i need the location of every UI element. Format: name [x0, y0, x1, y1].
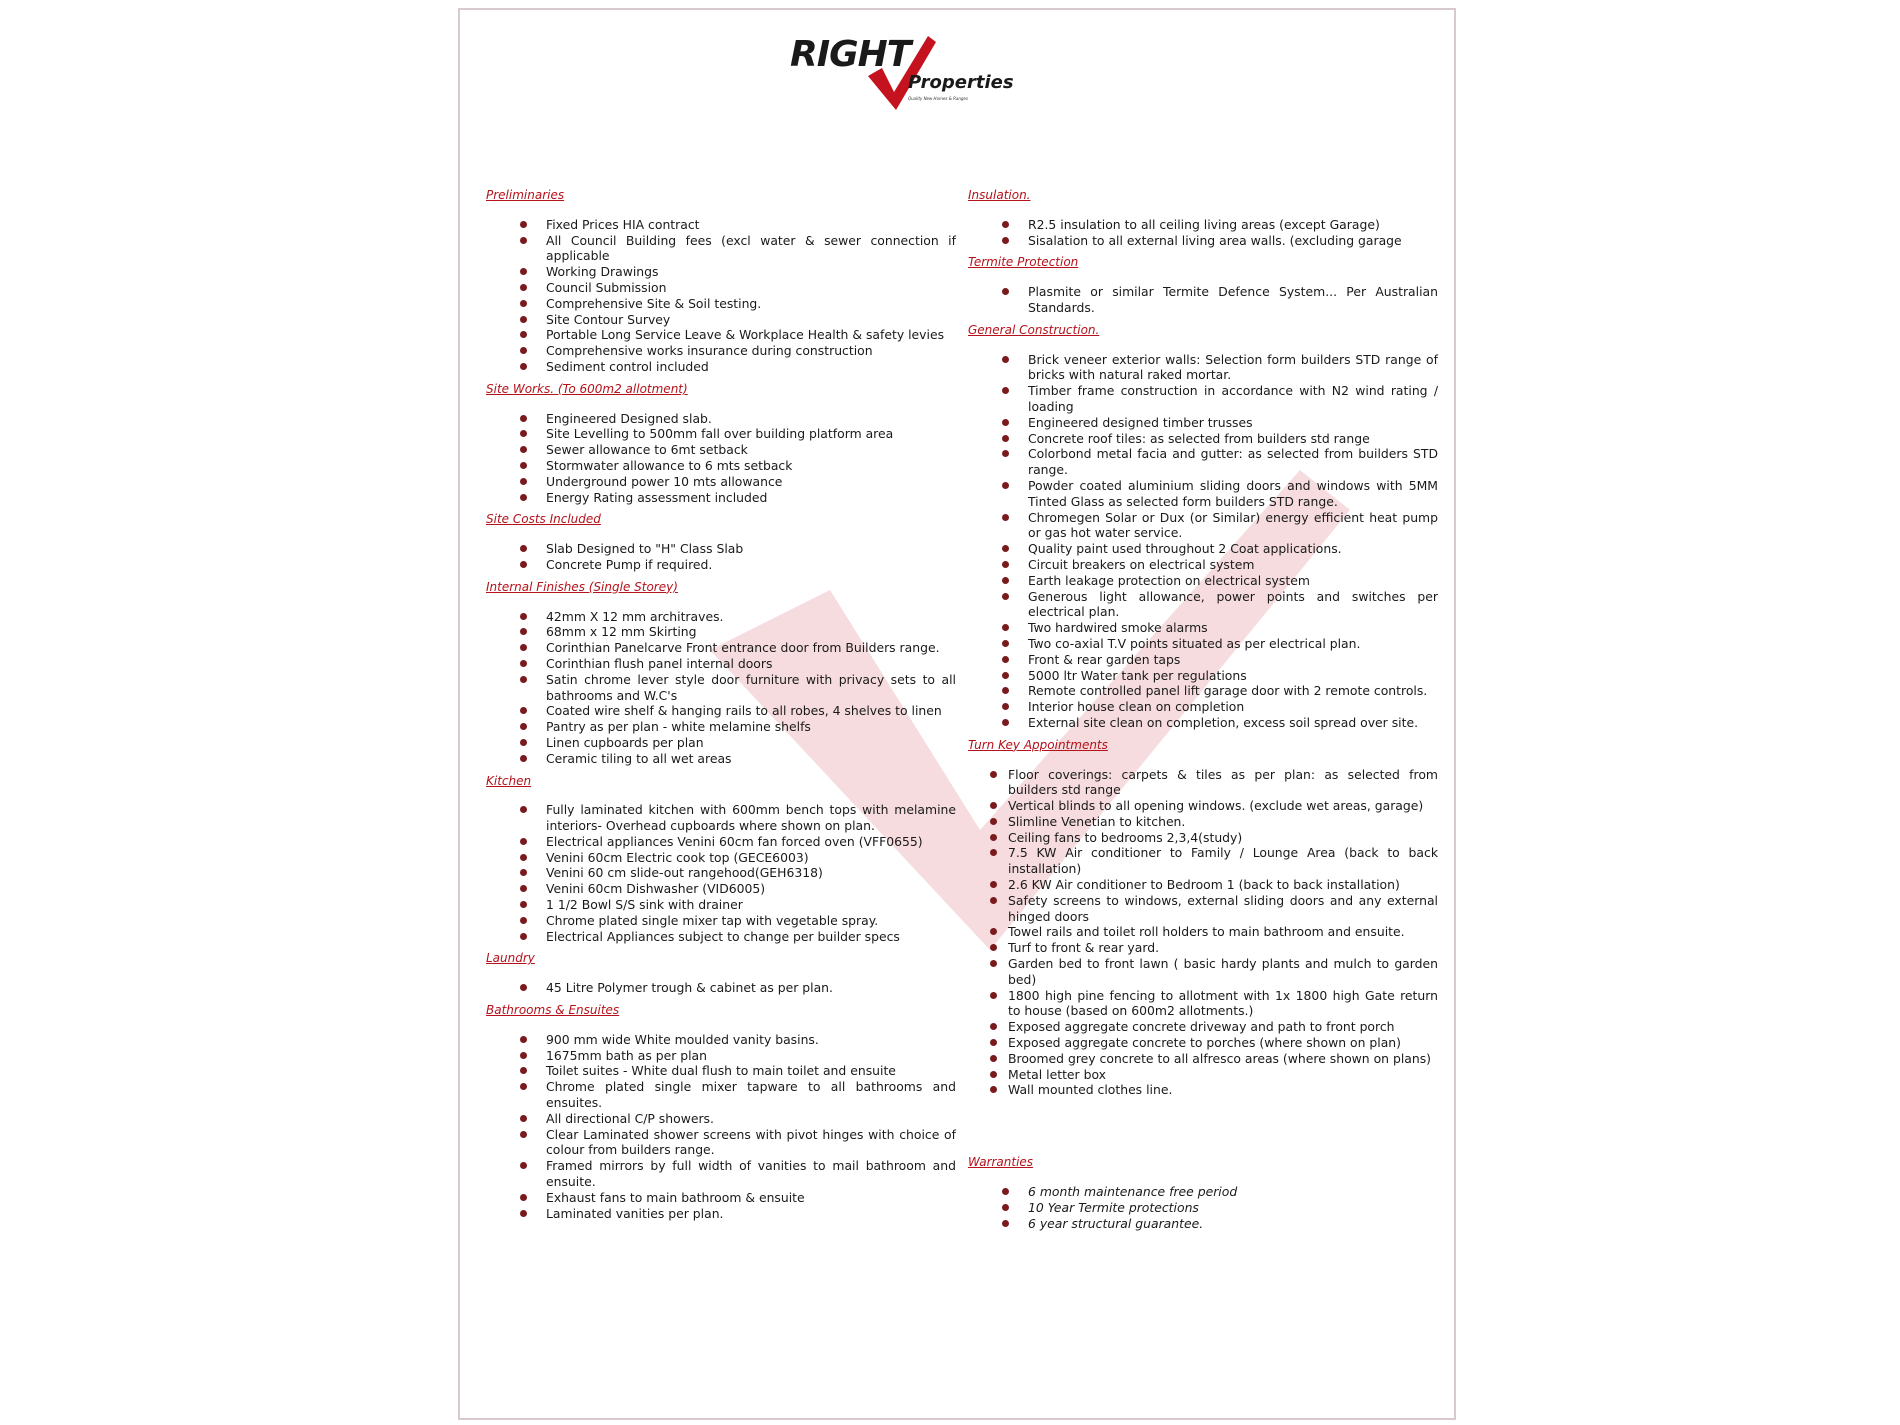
list-item [486, 980, 956, 996]
bullet-icon [990, 818, 997, 825]
list-item [486, 719, 956, 735]
list-item [968, 1200, 1438, 1216]
bullet-icon [1002, 561, 1009, 568]
list-item-text: 1800 high pine fencing to allotment with 1x 1800 high Gate return to house (based on 600m2 allotments.) [1008, 987, 1438, 1019]
section-bathrooms-ensuites [486, 1003, 956, 1221]
list-item [968, 1082, 1438, 1098]
list-item [486, 897, 956, 913]
bullet-icon [520, 806, 527, 813]
list-item [968, 683, 1438, 699]
logo-tagline: Quality New Homes & Ranges [908, 96, 968, 101]
bullet-icon [1002, 593, 1009, 600]
bullet-icon [520, 430, 527, 437]
list-item-text: Linen cupboards per plan [546, 734, 704, 750]
list-item [968, 893, 1438, 925]
bullet-icon [1002, 640, 1009, 647]
list-item-text: Sisalation to all external living area walls. (excluding garage [1028, 232, 1402, 248]
list-item-text: Safety screens to windows, external sliding doors and any external hinged doors [1008, 892, 1438, 924]
section-spacer [968, 1105, 1438, 1155]
bullet-icon [520, 854, 527, 861]
bullet-icon [520, 1210, 527, 1217]
bullet-icon [520, 221, 527, 228]
list-item [486, 327, 956, 343]
list-item [968, 877, 1438, 893]
list-item-text: Front & rear garden taps [1028, 651, 1181, 667]
list-item [968, 233, 1438, 249]
list-item [486, 458, 956, 474]
bullet-icon [520, 755, 527, 762]
bullet-icon [1002, 482, 1009, 489]
list-item-text: Powder coated aluminium sliding doors and windows with 5MM Tinted Glass as selected form builders STD range. [1028, 477, 1438, 509]
bullet-icon [990, 1023, 997, 1030]
bullet-icon [520, 1083, 527, 1090]
section-preliminaries [486, 188, 956, 375]
list-item-text: Ceiling fans to bedrooms 2,3,4(study) [1008, 829, 1243, 845]
bullet-list [968, 217, 1438, 249]
bullet-icon [1002, 514, 1009, 521]
list-item [486, 217, 956, 233]
right-column [968, 188, 1438, 1238]
list-item-text: Generous light allowance, power points and switches per electrical plan. [1028, 588, 1438, 620]
bullet-icon [990, 992, 997, 999]
list-item-text: 1675mm bath as per plan [546, 1047, 707, 1063]
list-item-text: Towel rails and toilet roll holders to main bathroom and ensuite. [1008, 924, 1405, 940]
list-item-text: Exposed aggregate concrete to porches (where shown on plan) [1008, 1035, 1401, 1051]
bullet-icon [520, 628, 527, 635]
list-item-text: Comprehensive works insurance during construction [546, 343, 873, 359]
list-item-text: Slab Designed to "H" Class Slab [546, 541, 744, 557]
list-item [968, 940, 1438, 956]
list-item-text: Laminated vanities per plan. [546, 1205, 724, 1221]
bullet-icon [1002, 577, 1009, 584]
list-item [486, 913, 956, 929]
bullet-list [486, 411, 956, 506]
bullet-icon [520, 1162, 527, 1169]
left-column [486, 188, 956, 1228]
list-item [968, 988, 1438, 1020]
bullet-icon [520, 984, 527, 991]
list-item-text: 68mm x 12 mm Skirting [546, 624, 697, 640]
list-item-text: Electrical Appliances subject to change per builder specs [546, 928, 900, 944]
list-item-text: Council Submission [546, 279, 667, 295]
list-item [968, 652, 1438, 668]
list-item-text: Two co-axial T.V points situated as per electrical plan. [1028, 635, 1361, 651]
list-item [486, 703, 956, 719]
list-item-text: Colorbond metal facia and gutter: as selected from builders STD range. [1028, 446, 1438, 478]
bullet-icon [990, 1086, 997, 1093]
list-item-text: Fixed Prices HIA contract [546, 216, 700, 232]
list-item [968, 798, 1438, 814]
bullet-icon [520, 885, 527, 892]
list-item [968, 415, 1438, 431]
list-item-text: Broomed grey concrete to all alfresco areas (where shown on plans) [1008, 1050, 1431, 1066]
list-item [486, 751, 956, 767]
list-item-text: Chrome plated single mixer tap with vegetable spray. [546, 912, 879, 928]
list-item-text: Floor coverings: carpets & tiles as per plan: as selected from builders std range [1008, 766, 1438, 798]
section-heading: Warranties [968, 1155, 1034, 1170]
bullet-icon [520, 739, 527, 746]
bullet-list [968, 1184, 1438, 1231]
list-item [968, 620, 1438, 636]
bullet-icon [1002, 687, 1009, 694]
bullet-icon [1002, 656, 1009, 663]
list-item-text: All directional C/P showers. [546, 1110, 714, 1126]
bullet-icon [1002, 356, 1009, 363]
list-item [968, 1051, 1438, 1067]
bullet-icon [520, 545, 527, 552]
list-item [486, 296, 956, 312]
list-item-text: Stormwater allowance to 6 mts setback [546, 457, 793, 473]
list-item [486, 411, 956, 427]
bullet-icon [990, 802, 997, 809]
bullet-icon [990, 960, 997, 967]
bullet-list [486, 802, 956, 944]
list-item [486, 834, 956, 850]
list-item-text: Vertical blinds to all opening windows. (exclude wet areas, garage) [1008, 798, 1424, 814]
bullet-list [968, 284, 1438, 316]
list-item-text: Concrete Pump if required. [546, 556, 713, 572]
list-item [486, 1048, 956, 1064]
bullet-icon [990, 897, 997, 904]
list-item [486, 490, 956, 506]
list-item [968, 541, 1438, 557]
list-item [486, 264, 956, 280]
spec-sheet-page [458, 8, 1456, 1420]
bullet-icon [520, 933, 527, 940]
section-kitchen [486, 774, 956, 945]
list-item [968, 668, 1438, 684]
list-item [486, 1190, 956, 1206]
list-item [486, 1206, 956, 1222]
section-termite-protection [968, 255, 1438, 315]
list-item [968, 383, 1438, 415]
list-item-text: Slimline Venetian to kitchen. [1008, 813, 1186, 829]
list-item-text: Corinthian flush panel internal doors [546, 655, 773, 671]
list-item-text: Engineered designed timber trusses [1028, 414, 1253, 430]
list-item [486, 929, 956, 945]
list-item [486, 280, 956, 296]
list-item-text: Fully laminated kitchen with 600mm bench tops with melamine interiors- Overhead cupboards where shown on plan. [546, 802, 956, 834]
list-item-text: Electrical appliances Venini 60cm fan forced oven (VFF0655) [546, 833, 923, 849]
list-item-text: Sewer allowance to 6mt setback [546, 442, 748, 458]
list-item [968, 1019, 1438, 1035]
bullet-icon [520, 237, 527, 244]
list-item-text: Sediment control included [546, 358, 709, 374]
section-turn-key-appointments [968, 738, 1438, 1099]
bullet-icon [990, 928, 997, 935]
list-item [968, 845, 1438, 877]
list-item-text: Corinthian Panelcarve Front entrance door from Builders range. [546, 640, 940, 656]
list-item-text: Quality paint used throughout 2 Coat applications. [1028, 541, 1342, 557]
section-heading: Site Works. (To 600m2 allotment) [486, 381, 688, 396]
section-heading: Internal Finishes (Single Storey) [486, 579, 678, 594]
list-item [968, 431, 1438, 447]
section-heading: Preliminaries [486, 188, 565, 202]
list-item-text: 6 year structural guarantee. [1028, 1215, 1204, 1231]
bullet-icon [990, 849, 997, 856]
bullet-icon [1002, 237, 1009, 244]
section-heading: Site Costs Included [486, 512, 601, 527]
bullet-icon [520, 660, 527, 667]
list-item-text: Site Levelling to 500mm fall over building platform area [546, 426, 894, 442]
list-item [486, 640, 956, 656]
section-site-works-to-600m2-allotment [486, 382, 956, 506]
bullet-icon [990, 944, 997, 951]
list-item [486, 359, 956, 375]
list-item [968, 956, 1438, 988]
bullet-icon [1002, 624, 1009, 631]
bullet-list [486, 217, 956, 375]
list-item [968, 814, 1438, 830]
bullet-icon [520, 1052, 527, 1059]
bullet-icon [1002, 435, 1009, 442]
section-warranties [968, 1155, 1438, 1231]
bullet-icon [520, 363, 527, 370]
bullet-icon [1002, 703, 1009, 710]
list-item [486, 865, 956, 881]
section-heading: Termite Protection [968, 255, 1079, 270]
list-item-text: All Council Building fees (excl water & sewer connection if applicable [546, 232, 956, 264]
list-item-text: 45 Litre Polymer trough & cabinet as per plan. [546, 980, 833, 996]
list-item-text: Remote controlled panel lift garage door with 2 remote controls. [1028, 683, 1428, 699]
bullet-icon [520, 462, 527, 469]
list-item-text: Chrome plated single mixer tapware to all bathrooms and ensuites. [546, 1079, 956, 1111]
bullet-icon [1002, 1220, 1009, 1227]
list-item [968, 217, 1438, 233]
bullet-icon [990, 1055, 997, 1062]
list-item-text: 10 Year Termite protections [1028, 1199, 1199, 1215]
list-item-text: 2.6 KW Air conditioner to Bedroom 1 (back to back installation) [1008, 877, 1400, 893]
bullet-icon [520, 707, 527, 714]
list-item-text: Clear Laminated shower screens with pivot hinges with choice of colour from builders range. [546, 1126, 956, 1158]
bullet-icon [1002, 719, 1009, 726]
list-item [486, 1158, 956, 1190]
bullet-icon [1002, 288, 1009, 295]
list-item-text: Ceramic tiling to all wet areas [546, 750, 732, 766]
list-item-text: Underground power 10 mts allowance [546, 473, 783, 489]
bullet-icon [520, 268, 527, 275]
bullet-icon [520, 869, 527, 876]
list-item [968, 1067, 1438, 1083]
list-item [486, 881, 956, 897]
list-item [486, 624, 956, 640]
bullet-list [486, 541, 956, 573]
bullet-icon [520, 838, 527, 845]
list-item-text: External site clean on completion, excess soil spread over site. [1028, 714, 1419, 730]
bullet-icon [520, 723, 527, 730]
bullet-icon [1002, 387, 1009, 394]
list-item [486, 474, 956, 490]
list-item [968, 830, 1438, 846]
list-item-text: Venini 60cm Dishwasher (VID6005) [546, 881, 766, 897]
list-item-text: Chromegen Solar or Dux (or Similar) energy efficient heat pump or gas hot water service. [1028, 509, 1438, 541]
section-insulation [968, 188, 1438, 248]
list-item [968, 636, 1438, 652]
bullet-icon [520, 415, 527, 422]
logo-word-right: RIGHT [790, 34, 911, 75]
list-item-text: Timber frame construction in accordance with N2 wind rating / loading [1028, 383, 1438, 414]
list-item [486, 343, 956, 359]
list-item [968, 446, 1438, 478]
list-item-text: Site Contour Survey [546, 311, 671, 327]
list-item-text: R2.5 insulation to all ceiling living areas (except Garage) [1028, 216, 1380, 232]
list-item-text: Satin chrome lever style door furniture with privacy sets to all bathrooms and W.C's [546, 671, 956, 703]
section-heading: Turn Key Appointments [968, 737, 1108, 752]
list-item-text: Toilet suites - White dual flush to main toilet and ensuite [546, 1063, 896, 1079]
bullet-icon [1002, 450, 1009, 457]
bullet-icon [520, 494, 527, 501]
list-item-text: Working Drawings [546, 264, 659, 280]
bullet-list [968, 767, 1438, 1099]
list-item [486, 735, 956, 751]
list-item [968, 573, 1438, 589]
list-item [968, 767, 1438, 799]
bullet-icon [1002, 545, 1009, 552]
section-heading: Kitchen [486, 773, 532, 788]
bullet-icon [1002, 221, 1009, 228]
list-item-text: Exposed aggregate concrete driveway and path to front porch [1008, 1019, 1395, 1035]
list-item-text: Coated wire shelf & hanging rails to all robes, 4 shelves to linen [546, 703, 942, 719]
section-heading: General Construction. [968, 322, 1100, 337]
list-item [968, 478, 1438, 510]
list-item-text: 5000 ltr Water tank per regulations [1028, 667, 1247, 683]
list-item [486, 557, 956, 573]
list-item [968, 1184, 1438, 1200]
section-heading: Bathrooms & Ensuites [486, 1003, 620, 1018]
bullet-icon [520, 347, 527, 354]
bullet-icon [520, 1131, 527, 1138]
bullet-icon [520, 644, 527, 651]
list-item [486, 850, 956, 866]
list-item-text: Comprehensive Site & Soil testing. [546, 295, 762, 311]
bullet-icon [520, 478, 527, 485]
list-item-text: Pantry as per plan - white melamine shelfs [546, 719, 811, 735]
bullet-icon [520, 561, 527, 568]
list-item [486, 312, 956, 328]
list-item-text: Metal letter box [1008, 1066, 1106, 1082]
list-item [486, 672, 956, 704]
section-general-construction [968, 323, 1438, 731]
list-item-text: Venini 60cm Electric cook top (GECE6003) [546, 849, 809, 865]
list-item-text: Garden bed to front lawn ( basic hardy plants and mulch to garden bed) [1008, 956, 1438, 987]
bullet-icon [990, 881, 997, 888]
bullet-icon [520, 316, 527, 323]
section-laundry [486, 951, 956, 996]
list-item [968, 284, 1438, 316]
list-item-text: Portable Long Service Leave & Workplace Health & safety levies [546, 327, 945, 343]
list-item [486, 541, 956, 557]
list-item [486, 442, 956, 458]
bullet-icon [520, 613, 527, 620]
list-item [486, 1127, 956, 1159]
list-item [968, 1216, 1438, 1232]
bullet-icon [1002, 672, 1009, 679]
list-item-text: Brick veneer exterior walls: Selection form builders STD range of bricks with natural raked mortar. [1028, 351, 1438, 383]
list-item-text: Two hardwired smoke alarms [1028, 620, 1208, 636]
list-item-text: Earth leakage protection on electrical system [1028, 572, 1310, 588]
list-item-text: 900 mm wide White moulded vanity basins. [546, 1031, 819, 1047]
bullet-list [486, 609, 956, 767]
list-item [486, 802, 956, 834]
bullet-icon [990, 1071, 997, 1078]
bullet-list [486, 1032, 956, 1222]
list-item-text: Exhaust fans to main bathroom & ensuite [546, 1189, 805, 1205]
bullet-icon [520, 1115, 527, 1122]
list-item-text: 1 1/2 Bowl S/S sink with drainer [546, 897, 743, 913]
list-item [486, 609, 956, 625]
bullet-icon [520, 300, 527, 307]
list-item-text: Energy Rating assessment included [546, 489, 768, 505]
section-site-costs-included [486, 512, 956, 572]
bullet-icon [520, 1194, 527, 1201]
list-item [968, 699, 1438, 715]
list-item-text: Engineered Designed slab. [546, 410, 712, 426]
list-item [968, 715, 1438, 731]
list-item-text: Circuit breakers on electrical system [1028, 556, 1255, 572]
bullet-icon [520, 901, 527, 908]
list-item-text: Wall mounted clothes line. [1008, 1082, 1173, 1098]
section-heading: Laundry [486, 951, 535, 966]
bullet-icon [990, 1039, 997, 1046]
list-item [968, 589, 1438, 621]
list-item-text: Venini 60 cm slide-out rangehood(GEH6318) [546, 865, 823, 881]
list-item [968, 352, 1438, 384]
list-item [486, 1079, 956, 1111]
company-logo [790, 32, 1030, 114]
list-item-text: Turf to front & rear yard. [1008, 940, 1160, 956]
list-item-text: Framed mirrors by full width of vanities to mail bathroom and ensuite. [546, 1158, 956, 1190]
bullet-icon [1002, 1188, 1009, 1195]
list-item [486, 656, 956, 672]
bullet-icon [520, 331, 527, 338]
bullet-icon [990, 834, 997, 841]
bullet-icon [520, 284, 527, 291]
bullet-icon [1002, 419, 1009, 426]
bullet-icon [520, 917, 527, 924]
bullet-icon [1002, 1204, 1009, 1211]
list-item-text: 42mm X 12 mm architraves. [546, 608, 724, 624]
logo-word-properties: Properties [908, 72, 1014, 93]
list-item-text: Concrete roof tiles: as selected from builders std range [1028, 430, 1370, 446]
bullet-list [968, 352, 1438, 731]
bullet-icon [520, 1067, 527, 1074]
list-item-text: Plasmite or similar Termite Defence System... Per Australian Standards. [1028, 284, 1438, 315]
list-item [486, 1063, 956, 1079]
section-internal-finishes-single-storey [486, 580, 956, 767]
list-item-text: 6 month maintenance free period [1028, 1184, 1238, 1200]
bullet-icon [990, 771, 997, 778]
bullet-icon [520, 676, 527, 683]
list-item [486, 233, 956, 265]
section-heading: Insulation. [968, 188, 1031, 202]
list-item [968, 924, 1438, 940]
list-item [968, 557, 1438, 573]
list-item [968, 510, 1438, 542]
list-item [486, 426, 956, 442]
list-item-text: Interior house clean on completion [1028, 699, 1245, 715]
list-item [486, 1032, 956, 1048]
bullet-icon [520, 446, 527, 453]
bullet-icon [520, 1036, 527, 1043]
list-item [968, 1035, 1438, 1051]
list-item-text: 7.5 KW Air conditioner to Family / Lounge Area (back to back installation) [1008, 845, 1438, 877]
bullet-list [486, 980, 956, 996]
list-item [486, 1111, 956, 1127]
